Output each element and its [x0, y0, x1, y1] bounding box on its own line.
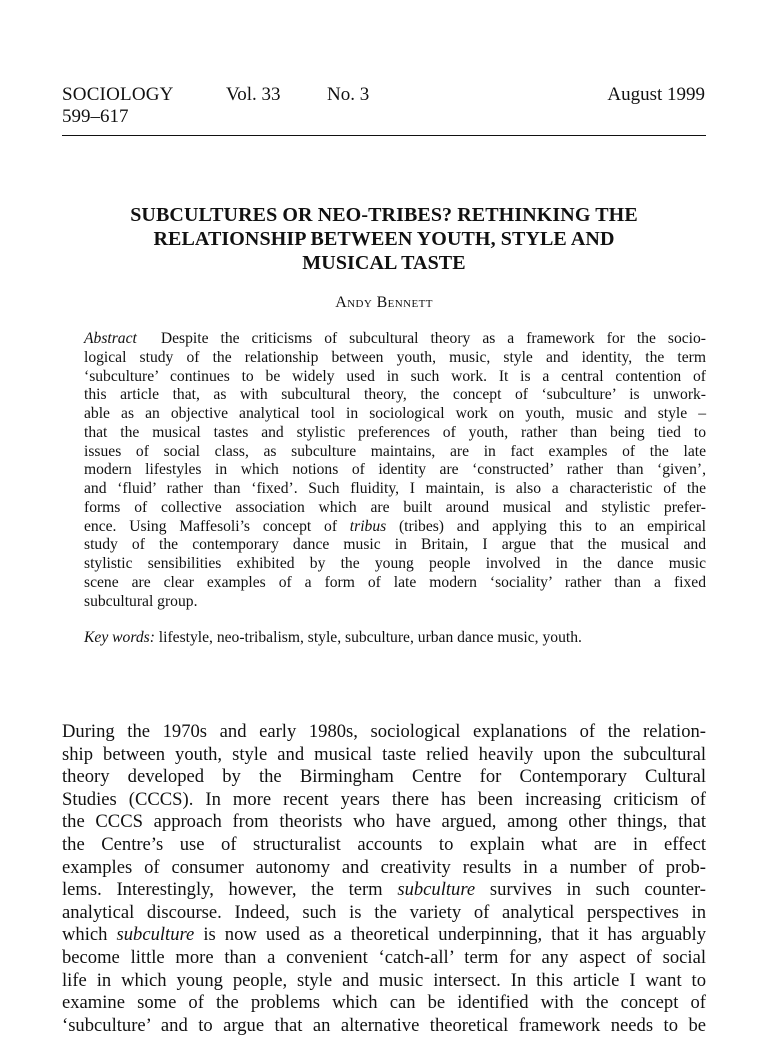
italic-term: tribus	[349, 517, 387, 535]
abstract-line: Abstract Despite the criticisms of subcultural theory as a framework for the socio-	[84, 330, 706, 347]
abstract-line: scene are clear examples of a form of late modern ‘sociality’ rather than a fixed	[84, 573, 706, 591]
author-name: Andy Bennett	[335, 294, 433, 311]
abstract-line: logical study of the relationship between youth, music, style and identity, the term	[84, 348, 706, 366]
keywords	[84, 628, 706, 647]
abstract-line: study of the contemporary dance music in Britain, I argue that the musical and	[84, 536, 706, 554]
abstract-line: ‘subculture’ continues to be widely used in such work. It is a central contention of	[84, 367, 706, 385]
abstract-line: and ‘fluid’ rather than ‘fixed’. Such fluidity, I maintain, is also a characteristic of the	[84, 480, 706, 497]
body-line: theory developed by the Birmingham Centre for Contemporary Cultural	[62, 766, 706, 788]
abstract-line: this article that, as with subcultural theory, the concept of ‘subculture’ is unwork-	[84, 386, 706, 404]
abstract-line: forms of collective association which are built around musical and stylistic prefer-	[84, 498, 706, 516]
body-line: life in which young people, style and music intersect. In this article I want to	[62, 969, 706, 991]
body-line: analytical discourse. Indeed, such is the variety of analytical perspectives in	[62, 901, 706, 923]
abstract-line: that the musical tastes and stylistic preferences of youth, rather than being tied to	[84, 423, 706, 441]
abstract-line: subcultural group.	[84, 592, 198, 610]
abstract-line: modern lifestyles in which notions of identity are ‘constructed’ rather than ‘given’,	[84, 461, 706, 479]
header-row	[62, 84, 706, 106]
body-line: which subculture is now used as a theoretical underpinning, that it has arguably	[62, 924, 706, 946]
header-rule	[62, 135, 706, 136]
abstract-label: Abstract	[84, 330, 137, 347]
title-line: MUSICAL TASTE	[302, 252, 466, 274]
body-line: examples of consumer autonomy and creativity results in a number of prob-	[62, 856, 706, 878]
volume-number: Vol. 33	[226, 84, 281, 105]
keywords-label: Key words:	[84, 629, 155, 646]
journal-header	[62, 84, 706, 128]
journal-name: SOCIOLOGY	[62, 84, 174, 105]
body-line: ‘subculture’ and to argue that an alternative theoretical framework needs to be	[62, 1014, 706, 1036]
body-line: lems. Interestingly, however, the term subculture survives in such counter-	[62, 879, 707, 901]
body-line: ship between youth, style and musical taste relied heavily upon the subcultural	[62, 743, 706, 765]
issue-number: No. 3	[327, 84, 370, 105]
article-title	[40, 203, 728, 275]
title-line: RELATIONSHIP BETWEEN YOUTH, STYLE AND	[153, 228, 615, 250]
title-line: SUBCULTURES OR NEO-TRIBES? RETHINKING THE	[130, 204, 638, 226]
body-line: During the 1970s and early 1980s, sociological explanations of the relation-	[62, 721, 706, 742]
body-line: become little more than a convenient ‘catch-all’ term for any aspect of social	[62, 946, 706, 968]
abstract-line: able as an objective analytical tool in sociological work on youth, music and style –	[84, 405, 706, 422]
body-line: the Centre’s use of structuralist accounts to explain what are in effect	[62, 833, 706, 855]
italic-term: subculture	[397, 879, 476, 901]
page-range: 599–617	[62, 106, 129, 127]
italic-term: subculture	[116, 924, 195, 946]
body-paragraph	[62, 721, 706, 1037]
issue-date: August 1999	[607, 84, 705, 105]
abstract-line: issues of social class, as subculture maintains, are in fact examples of the late	[84, 442, 706, 460]
abstract-line: ence. Using Maffesoli’s concept of tribus (tribes) and applying this to an empirical	[84, 517, 706, 535]
body-line: the CCCS approach from theorists who have argued, among other things, that	[62, 811, 706, 833]
body-line: Studies (CCCS). In more recent years there has been increasing criticism of	[62, 788, 706, 810]
abstract-line: stylistic sensibilities exhibited by the young people involved in the dance music	[84, 555, 706, 572]
keywords-text: lifestyle, neo-tribalism, style, subculture, urban dance music, youth.	[158, 629, 582, 646]
body-line: examine some of the problems which can be identified with the concept of	[62, 992, 706, 1014]
abstract	[84, 330, 706, 611]
